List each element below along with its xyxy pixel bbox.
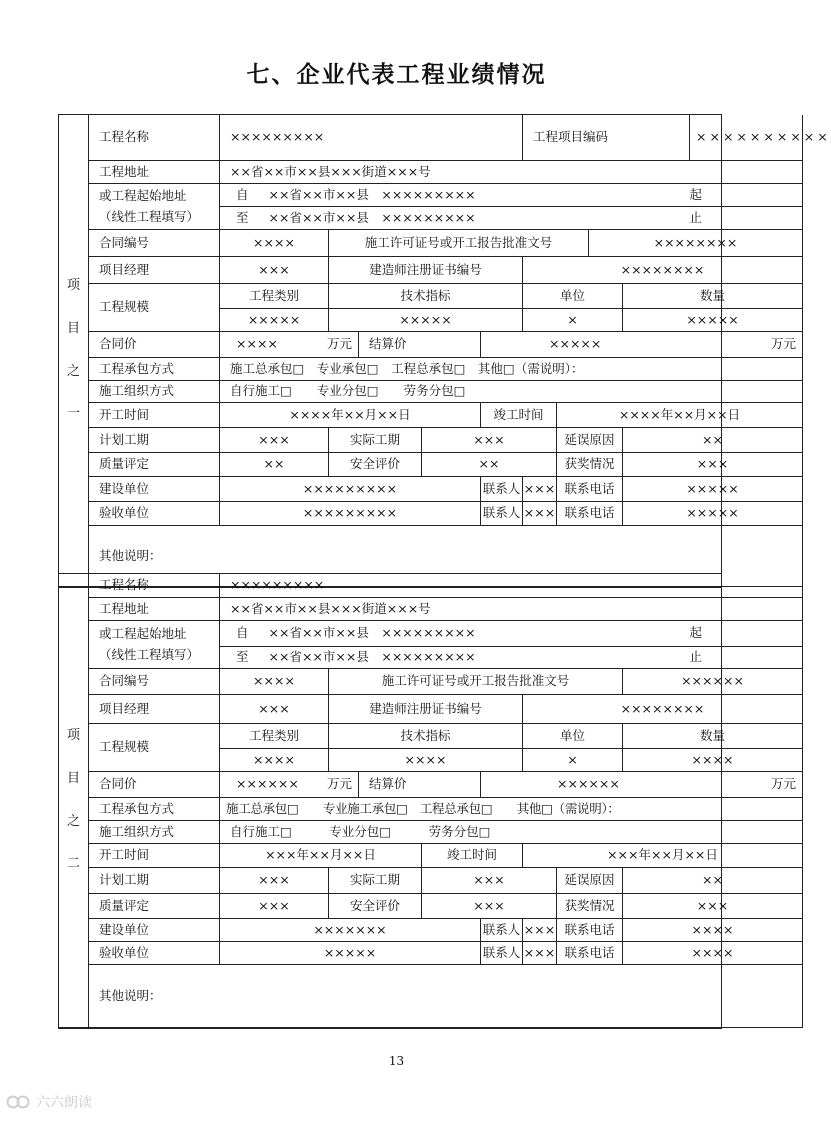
safety-rating-label: 安全评价 [329, 894, 422, 919]
safety-rating-value[interactable]: ××× [422, 894, 557, 919]
permit-no-label: 施工许可证号或开工报告批准文号 [329, 669, 623, 695]
planned-period-label: 计划工期 [89, 428, 220, 453]
project-manager-value[interactable]: ××× [220, 257, 329, 284]
builder-phone-label: 联系电话 [557, 919, 623, 942]
acceptance-unit-value[interactable]: ××××× [220, 942, 481, 965]
acceptance-contact-label: 联系人 [481, 502, 523, 526]
completion-time-label: 竣工时间 [481, 403, 557, 428]
project-2-table [58, 573, 796, 1029]
project-name-value[interactable]: ××××××××× [220, 115, 523, 161]
awards-label: 获奖情况 [557, 894, 623, 919]
quality-rating-value[interactable]: ××× [220, 894, 329, 919]
builder-contact-label: 联系人 [481, 477, 523, 502]
quantity-value[interactable]: ××××× [623, 309, 803, 332]
project-1-table [58, 114, 831, 588]
acceptance-phone-label: 联系电话 [557, 942, 623, 965]
quality-rating-label: 质量评定 [89, 894, 220, 919]
acceptance-phone-label: 联系电话 [557, 502, 623, 526]
project-manager-value[interactable]: ××× [220, 695, 329, 724]
contracting-mode-options[interactable]: 施工总承包□ 专业承包□ 工程总承包□ 其他□（需说明）： [220, 358, 803, 381]
permit-no-label: 施工许可证号或开工报告批准文号 [329, 230, 589, 257]
contract-price-label: 合同价 [89, 332, 220, 358]
project-address-label: 工程地址 [89, 598, 220, 621]
contract-price-value[interactable]: ×××× 万元 [220, 332, 359, 358]
start-end-address-label: 或工程起始地址 （线性工程填写） [89, 184, 220, 230]
organization-mode-label: 施工组织方式 [89, 821, 220, 844]
contract-no-value[interactable]: ×××× [220, 669, 329, 695]
quality-rating-label: 质量评定 [89, 453, 220, 477]
watermark-logo-icon [6, 1094, 32, 1110]
watermark: 六六朗读 [6, 1092, 92, 1112]
page-number: 13 [388, 1054, 405, 1068]
actual-period-value[interactable]: ××× [422, 428, 557, 453]
permit-no-value[interactable]: ×××××××× [589, 230, 803, 257]
end-address-value[interactable]: 至 ××省××市××县 ××××××××× 止 [220, 207, 803, 230]
start-time-label: 开工时间 [89, 403, 220, 428]
contracting-mode-options[interactable]: 施工总承包□ 专业施工承包□ 工程总承包□ 其他□（需说明）： [220, 798, 803, 821]
unit-value[interactable]: × [523, 749, 623, 772]
builder-phone-label: 联系电话 [557, 477, 623, 502]
contract-no-label: 合同编号 [89, 669, 220, 695]
builder-contact-value[interactable]: ××× [523, 477, 557, 502]
category-header: 工程类别 [220, 724, 329, 749]
permit-no-value[interactable]: ×××××× [623, 669, 803, 695]
project-address-value[interactable]: ××省××市××县×××街道×××号 [220, 161, 803, 184]
acceptance-phone-value[interactable]: ×××× [623, 942, 803, 965]
quantity-header: 数量 [623, 284, 803, 309]
project-scale-label: 工程规模 [89, 724, 220, 772]
contract-no-label: 合同编号 [89, 230, 220, 257]
awards-label: 获奖情况 [557, 453, 623, 477]
settlement-price-value[interactable]: ××××× 万元 [481, 332, 803, 358]
contract-price-label: 合同价 [89, 772, 220, 798]
unit-header: 单位 [523, 724, 623, 749]
contracting-mode-label: 工程承包方式 [89, 798, 220, 821]
delay-reason-value[interactable]: ×× [623, 428, 803, 453]
awards-value[interactable]: ××× [623, 453, 803, 477]
project-name-label: 工程名称 [89, 574, 220, 598]
start-address-value[interactable]: 自 ××省××市××县 ××××××××× 起 [220, 621, 803, 647]
contract-no-value[interactable]: ×××× [220, 230, 329, 257]
safety-rating-label: 安全评价 [329, 453, 422, 477]
category-value[interactable]: ×××× [220, 749, 329, 772]
category-value[interactable]: ××××× [220, 309, 329, 332]
acceptance-contact-value[interactable]: ××× [523, 502, 557, 526]
builder-phone-value[interactable]: ××××× [623, 477, 803, 502]
project-name-label: 工程名称 [89, 115, 220, 161]
acceptance-unit-label: 验收单位 [89, 942, 220, 965]
builder-contact-label: 联系人 [481, 919, 523, 942]
planned-period-label: 计划工期 [89, 868, 220, 894]
actual-period-value[interactable]: ××× [422, 868, 557, 894]
constructor-cert-value[interactable]: ×××××××× [523, 257, 803, 284]
builder-unit-label: 建设单位 [89, 919, 220, 942]
constructor-cert-label: 建造师注册证书编号 [329, 257, 523, 284]
unit-header: 单位 [523, 284, 623, 309]
delay-reason-label: 延误原因 [557, 868, 623, 894]
contract-price-value[interactable]: ×××××× 万元 [220, 772, 359, 798]
project-code-label: 工程项目编码 [523, 115, 690, 161]
acceptance-unit-value[interactable]: ××××××××× [220, 502, 481, 526]
constructor-cert-value[interactable]: ×××××××× [523, 695, 803, 724]
completion-time-label: 竣工时间 [422, 844, 523, 868]
category-header: 工程类别 [220, 284, 329, 309]
quantity-value[interactable]: ×××× [623, 749, 803, 772]
project-address-label: 工程地址 [89, 161, 220, 184]
project-1-side-label: 项 目 之 一 [59, 115, 89, 587]
project-address-value[interactable]: ××省××市××县×××街道×××号 [220, 598, 803, 621]
organization-mode-label: 施工组织方式 [89, 381, 220, 403]
completion-time-value[interactable]: ×××年××月××日 [523, 844, 803, 868]
tech-index-value[interactable]: ××××× [329, 309, 523, 332]
planned-period-value[interactable]: ××× [220, 868, 329, 894]
planned-period-value[interactable]: ××× [220, 428, 329, 453]
start-time-value[interactable]: ×××年××月××日 [220, 844, 422, 868]
tech-index-header: 技术指标 [329, 724, 523, 749]
unit-value[interactable]: × [523, 309, 623, 332]
acceptance-unit-label: 验收单位 [89, 502, 220, 526]
settlement-price-label: 结算价 [359, 772, 481, 798]
organization-mode-options[interactable]: 自行施工□ 专业分包□ 劳务分包□ [220, 821, 803, 844]
acceptance-contact-value[interactable]: ××× [523, 942, 557, 965]
builder-phone-value[interactable]: ×××× [623, 919, 803, 942]
builder-unit-value[interactable]: ××××××××× [220, 477, 481, 502]
other-notes[interactable]: 其他说明： [89, 965, 803, 1028]
builder-unit-value[interactable]: ××××××× [220, 919, 481, 942]
project-manager-label: 项目经理 [89, 257, 220, 284]
page-title: 七、企业代表工程业绩情况 [246, 62, 547, 88]
start-time-value[interactable]: ××××年××月××日 [220, 403, 481, 428]
tech-index-value[interactable]: ×××× [329, 749, 523, 772]
end-address-value[interactable]: 至 ××省××市××县 ××××××××× 止 [220, 647, 803, 669]
contracting-mode-label: 工程承包方式 [89, 358, 220, 381]
tech-index-header: 技术指标 [329, 284, 523, 309]
acceptance-contact-label: 联系人 [481, 942, 523, 965]
settlement-price-value[interactable]: ×××××× 万元 [481, 772, 803, 798]
builder-contact-value[interactable]: ××× [523, 919, 557, 942]
project-scale-label: 工程规模 [89, 284, 220, 332]
safety-rating-value[interactable]: ×× [422, 453, 557, 477]
start-time-label: 开工时间 [89, 844, 220, 868]
awards-value[interactable]: ××× [623, 894, 803, 919]
settlement-price-label: 结算价 [359, 332, 481, 358]
project-name-value[interactable]: ××××××××× [220, 574, 803, 598]
quantity-header: 数量 [623, 724, 803, 749]
other-notes[interactable]: 其他说明： [89, 526, 803, 587]
project-code-value[interactable]: ×××××××××× [690, 115, 803, 161]
project-2-side-label: 项 目 之 二 [59, 574, 89, 1028]
quality-rating-value[interactable]: ×× [220, 453, 329, 477]
builder-unit-label: 建设单位 [89, 477, 220, 502]
constructor-cert-label: 建造师注册证书编号 [329, 695, 523, 724]
delay-reason-value[interactable]: ×× [623, 868, 803, 894]
delay-reason-label: 延误原因 [557, 428, 623, 453]
acceptance-phone-value[interactable]: ××××× [623, 502, 803, 526]
project-manager-label: 项目经理 [89, 695, 220, 724]
organization-mode-options[interactable]: 自行施工□ 专业分包□ 劳务分包□ [220, 381, 803, 403]
completion-time-value[interactable]: ××××年××月××日 [557, 403, 803, 428]
start-end-address-label: 或工程起始地址 （线性工程填写） [89, 621, 220, 669]
actual-period-label: 实际工期 [329, 868, 422, 894]
start-address-value[interactable]: 自 ××省××市××县 ××××××××× 起 [220, 184, 803, 207]
actual-period-label: 实际工期 [329, 428, 422, 453]
